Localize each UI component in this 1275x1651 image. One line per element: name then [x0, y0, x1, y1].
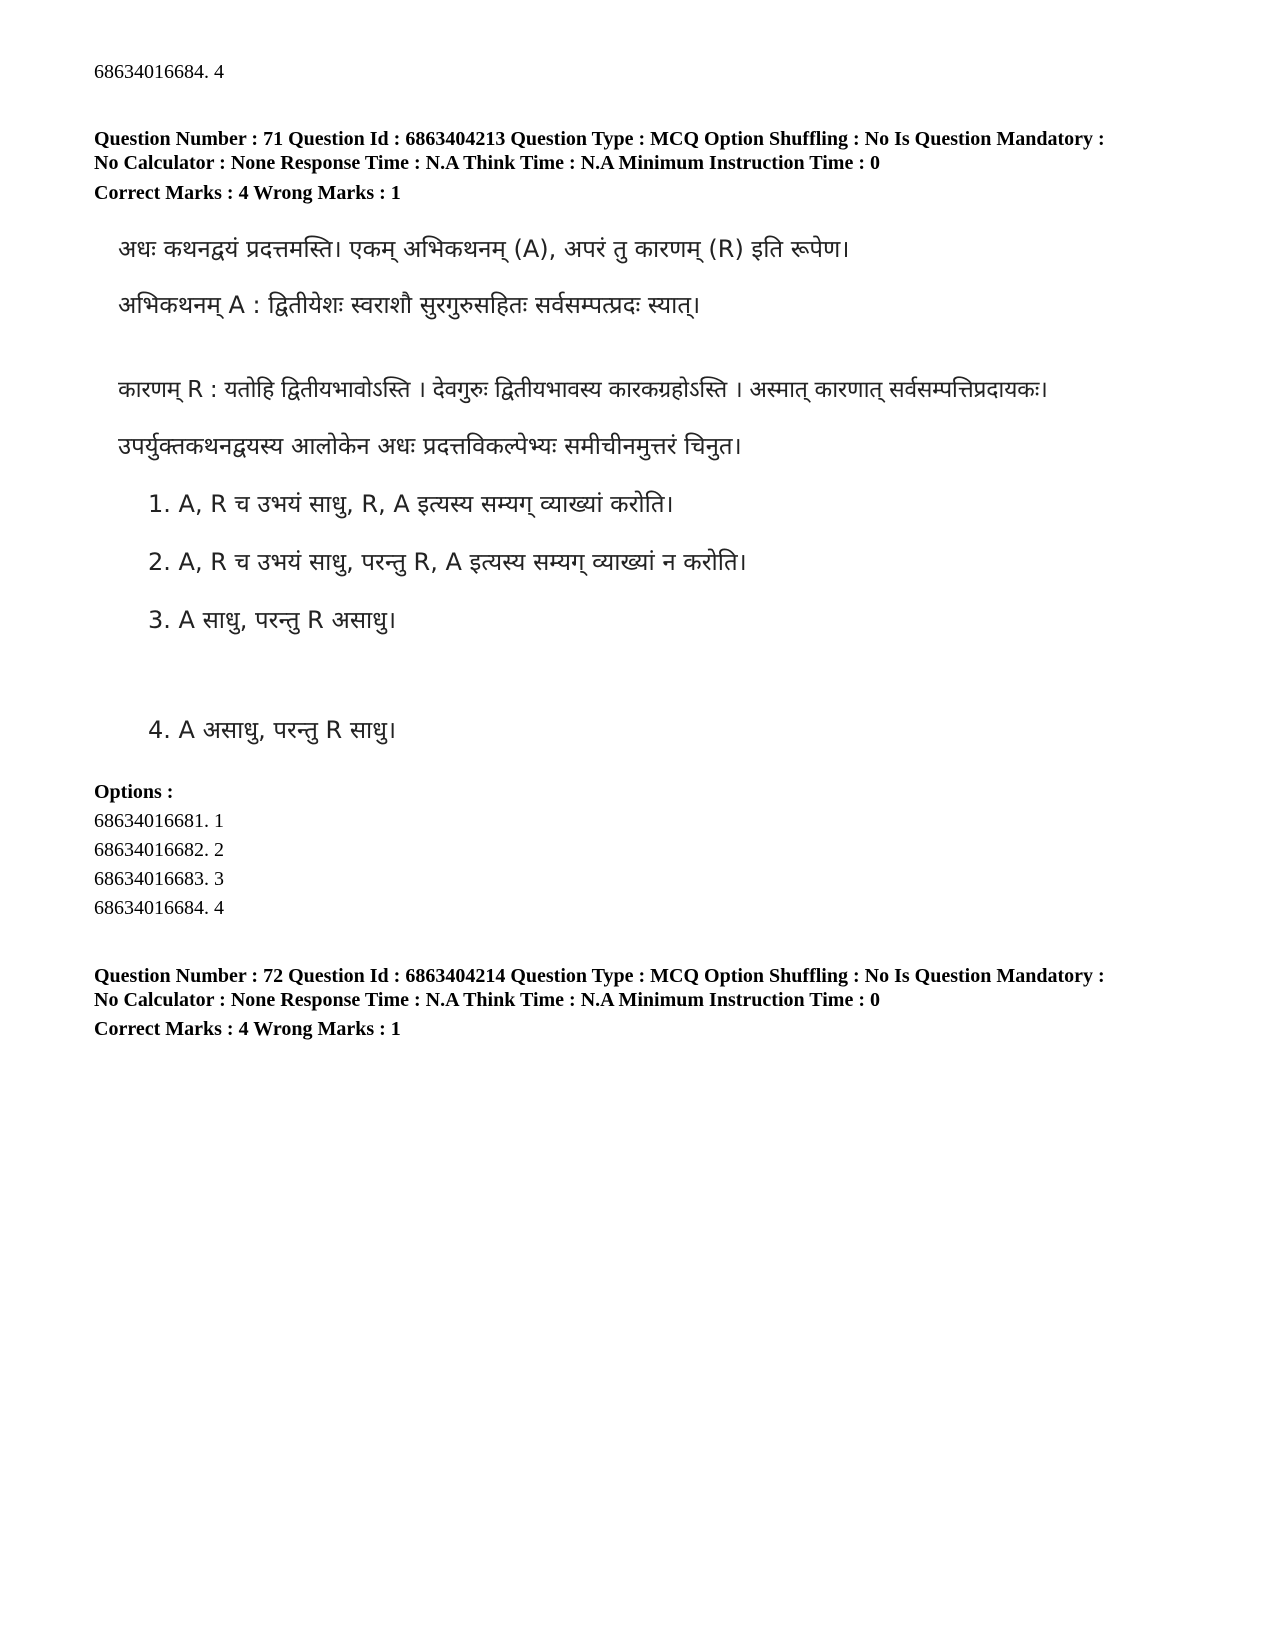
q71-choice-1: 1. A, R च उभयं साधु, R, A इत्यस्य सम्यग् व्याख्यां करोति। [148, 490, 674, 518]
q71-reason: कारणम् R : यतोहि द्वितीयभावोऽस्ति । देवगुरुः द्वितीयभावस्य कारकग्रहोऽस्ति । अस्मात् कारणात् सर्वसम्पत्तिप्रदायकः। [118, 377, 1048, 403]
q71-intro: अधः कथनद्वयं प्रदत्तमस्ति। एकम् अभिकथनम् (A), अपरं तु कारणम् (R) इति रूपेण। [118, 235, 850, 263]
q71-meta-line-1: Question Number : 71 Question Id : 6863404213 Question Type : MCQ Option Shuffling : No Is Question Mandatory : [94, 128, 1105, 150]
q72-meta-line-2: No Calculator : None Response Time : N.A Think Time : N.A Minimum Instruction Time : 0 [94, 989, 880, 1011]
q71-option-1: 68634016681. 1 [94, 810, 224, 832]
q72-meta-line-1: Question Number : 72 Question Id : 6863404214 Question Type : MCQ Option Shuffling : No Is Question Mandatory : [94, 965, 1105, 987]
q71-option-4: 68634016684. 4 [94, 897, 224, 919]
q71-choice-2: 2. A, R च उभयं साधु, परन्तु R, A इत्यस्य सम्यग् व्याख्यां न करोति। [148, 548, 747, 576]
q71-assertion: अभिकथनम् A : द्वितीयेशः स्वराशौ सुरगुरुसहितः सर्वसम्पत्प्रदः स्यात्। [118, 291, 701, 319]
q71-instruction: उपर्युक्तकथनद्वयस्य आलोकेन अधः प्रदत्तविकल्पेभ्यः समीचीनमुत्तरं चिनुत। [118, 432, 742, 460]
q71-choice-3: 3. A साधु, परन्तु R असाधु। [148, 606, 397, 634]
previous-option-line: 68634016684. 4 [94, 61, 224, 83]
q72-marks: Correct Marks : 4 Wrong Marks : 1 [94, 1018, 401, 1040]
q71-options-label: Options : [94, 781, 174, 803]
q71-meta-line-2: No Calculator : None Response Time : N.A Think Time : N.A Minimum Instruction Time : 0 [94, 152, 880, 174]
q71-option-3: 68634016683. 3 [94, 868, 224, 890]
q71-option-2: 68634016682. 2 [94, 839, 224, 861]
q71-marks: Correct Marks : 4 Wrong Marks : 1 [94, 182, 401, 204]
q71-choice-4: 4. A असाधु, परन्तु R साधु। [148, 716, 397, 744]
